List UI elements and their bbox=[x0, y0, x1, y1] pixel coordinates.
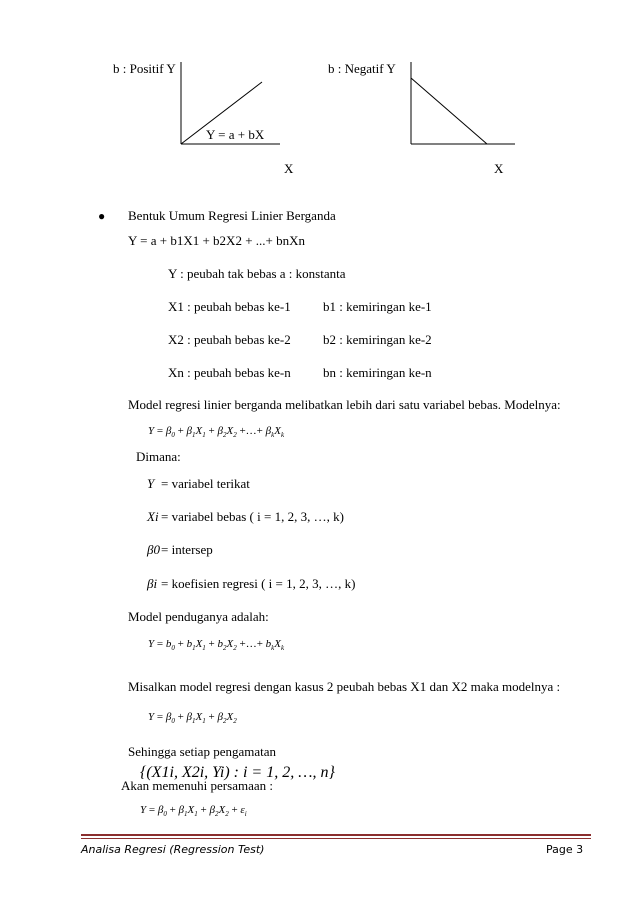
definition-right: b2 : kemiringan ke-2 bbox=[323, 332, 432, 347]
definition-right: bn : kemiringan ke-n bbox=[323, 365, 432, 380]
estimator-intro: Model penduganya adalah: bbox=[128, 609, 269, 624]
definition-left: X2 : peubah bebas ke-2 bbox=[168, 332, 291, 347]
where-text: = variabel terikat bbox=[161, 476, 250, 491]
general-form: Y = a + b1X1 + b2X2 + ...+ bnXn bbox=[128, 233, 305, 248]
two-var-intro: Misalkan model regresi dengan kasus 2 peubah bebas X1 dan X2 maka modelnya : bbox=[128, 679, 561, 694]
definition-left: Y : peubah tak bebas a : konstanta bbox=[168, 266, 346, 281]
footer-rule-thin bbox=[81, 838, 591, 839]
two-var-equation: $Y = \beta_0 + \beta_1X_1 + \beta_2X_2$ bbox=[148, 711, 237, 726]
bullet-icon: ● bbox=[98, 209, 106, 223]
where-text: = koefisien regresi ( i = 1, 2, 3, …, k) bbox=[161, 576, 356, 591]
section-heading: Bentuk Umum Regresi Linier Berganda bbox=[128, 208, 336, 223]
observation-intro: Sehingga setiap pengamatan bbox=[128, 744, 277, 759]
positive-graph-label: b : Positif Y bbox=[113, 61, 176, 76]
where-symbol: Y bbox=[147, 476, 155, 491]
positive-graph-equation: Y = a + bX bbox=[206, 127, 265, 142]
negative-slope-line bbox=[411, 78, 487, 144]
dimana-label: Dimana: bbox=[136, 449, 181, 464]
negative-graph-label: b : Negatif Y bbox=[328, 61, 396, 76]
where-symbol: β0 bbox=[147, 542, 160, 557]
where-symbol: Xi bbox=[147, 509, 159, 524]
positive-x-label: X bbox=[284, 161, 294, 176]
negative-x-label: X bbox=[494, 161, 504, 176]
definition-left: X1 : peubah bebas ke-1 bbox=[168, 299, 291, 314]
estimator-equation: $Y = b_0 + b_1X_1 + b_2X_2$ +…+ $b_kX_k$ bbox=[148, 638, 285, 653]
footer-title: Analisa Regresi (Regression Test) bbox=[81, 843, 265, 856]
where-symbol: βi bbox=[147, 576, 158, 591]
observation-set: {(X1i, X2i, Yi) : i = 1, 2, …, n} bbox=[140, 764, 335, 781]
where-text: = intersep bbox=[161, 542, 213, 557]
satisfy-label: Akan memenuhi persamaan : bbox=[121, 778, 273, 793]
definition-left: Xn : peubah bebas ke-n bbox=[168, 365, 291, 380]
model-equation: $Y = \beta_0 + \beta_1X_1 + \beta_2X_2$ +…+ $\beta_kX_k$ bbox=[148, 425, 285, 440]
definition-right: b1 : kemiringan ke-1 bbox=[323, 299, 432, 314]
footer-rule bbox=[81, 834, 591, 836]
model-intro: Model regresi linier berganda melibatkan lebih dari satu variabel bebas. Modelnya: bbox=[128, 397, 561, 412]
observation-equation: $Y = \beta_0 + \beta_1X_1 + \beta_2X_2 + \varepsilon_i$ bbox=[140, 804, 247, 819]
footer-page-number: Page 3 bbox=[546, 843, 584, 856]
where-text: = variabel bebas ( i = 1, 2, 3, …, k) bbox=[161, 509, 344, 524]
